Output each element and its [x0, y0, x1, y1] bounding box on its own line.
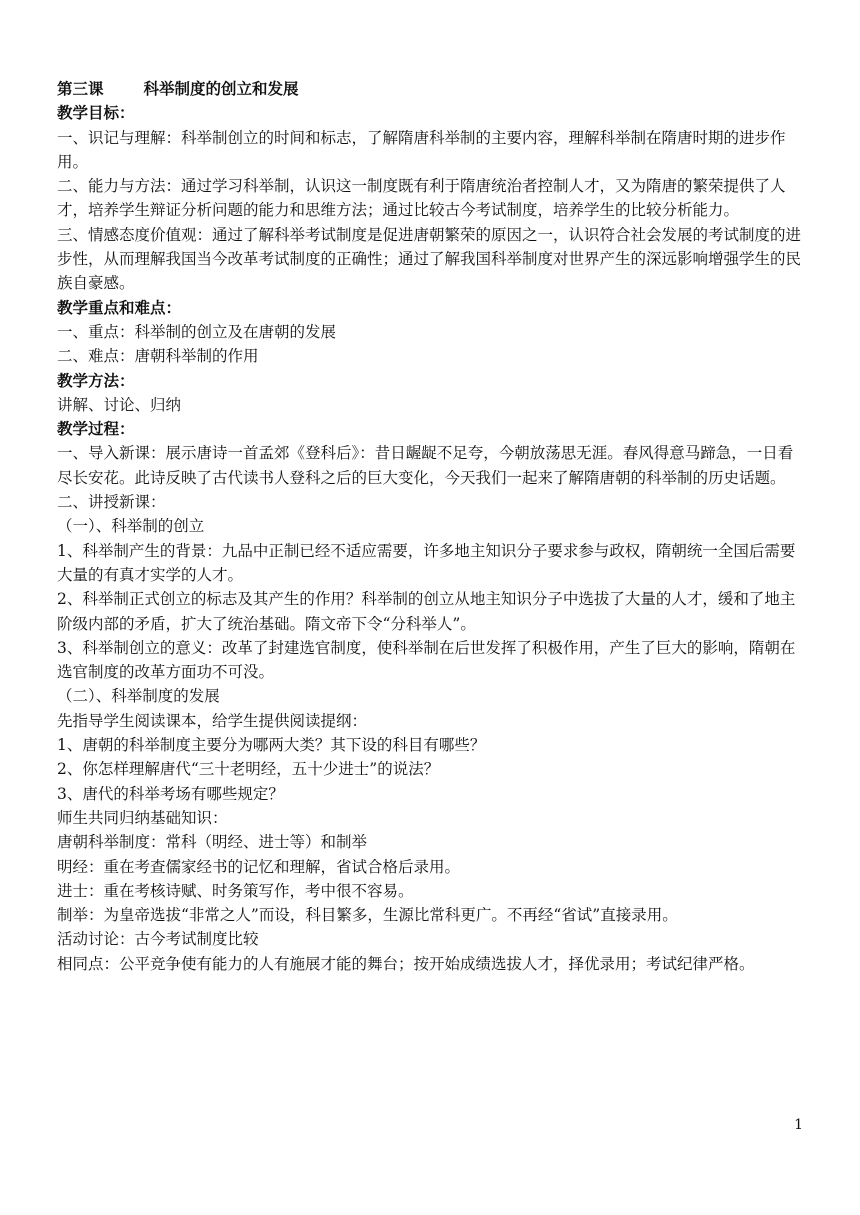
paragraph: 3、唐代的科举考场有哪些规定？ — [57, 784, 284, 803]
paragraph: 活动讨论：古今考试制度比较 — [57, 930, 259, 949]
section-heading: 教学方法： — [57, 370, 135, 390]
paragraph: 师生共同归纳基础知识： — [57, 808, 228, 827]
document-sections — [57, 101, 807, 976]
paragraph: 2、科举制正式创立的标志及其产生的作用？科举制的创立从地主知识分子中选拔了大量的人才，缓和了地主阶级内部的矛盾，扩大了统治基础。隋文帝下令“分科举人”。 — [57, 590, 796, 633]
paragraph: 唐朝科举制度：常科（明经、进士等）和制举 — [57, 833, 368, 852]
paragraph: 三、情感态度价值观：通过了解科举考试制度是促进唐朝繁荣的原因之一，认识符合社会发展的考试制度的进步性，从而理解我国当今改革考试制度的正确性；通过了解我国科举制度对世界产生的深远影响增强学生的民族自豪感。 — [57, 225, 802, 293]
paragraph: 二、难点：唐朝科举制的作用 — [57, 347, 259, 366]
paragraph: （二）、科举制度的发展 — [57, 687, 220, 706]
paragraph: 明经：重在考查儒家经书的记忆和理解，省试合格后录用。 — [57, 857, 461, 876]
section-heading: 教学重点和难点： — [57, 297, 182, 317]
paragraph: 一、重点：科举制的创立及在唐朝的发展 — [57, 322, 337, 341]
lesson-title — [57, 77, 807, 101]
paragraph: 一、识记与理解：科举制创立的时间和标志，了解隋唐科举制的主要内容，理解科举制在隋唐时期的进步作用。 — [57, 128, 786, 171]
paragraph: 2、你怎样理解唐代“三十老明经，五十少进士”的说法？ — [57, 760, 440, 779]
paragraph: 二、讲授新课： — [57, 493, 166, 512]
lesson-number: 第三课 — [57, 79, 104, 98]
section-heading: 教学目标： — [57, 103, 135, 123]
paragraph: 二、能力与方法：通过学习科举制，认识这一制度既有利于隋唐统治者控制人才，又为隋唐的繁荣提供了人才，培养学生辩证分析问题的能力和思维方法；通过比较古今考试制度，培养学生的比较分析能力。 — [57, 177, 786, 220]
paragraph: 制举：为皇帝选拔“非常之人”而设，科目繁多，生源比常科更广。不再经“省试”直接录用。 — [57, 906, 678, 925]
document-body — [57, 77, 807, 976]
lesson-name: 科举制度的创立和发展 — [143, 79, 299, 98]
paragraph: 1、唐朝的科举制度主要分为哪两大类？其下设的科目有哪些？ — [57, 736, 486, 755]
paragraph: 进士：重在考核诗赋、时务策写作，考中很不容易。 — [57, 881, 414, 900]
paragraph: 1、科举制产生的背景：九品中正制已经不适应需要，许多地主知识分子要求参与政权，隋朝统一全国后需要大量的有真才实学的人才。 — [57, 541, 796, 584]
section-heading: 教学过程： — [57, 419, 135, 439]
paragraph: 讲解、讨论、归纳 — [57, 395, 182, 414]
paragraph: 3、科举制创立的意义：改革了封建选官制度，使科举制在后世发挥了积极作用，产生了巨大的影响，隋朝在选官制度的改革方面功不可没。 — [57, 638, 796, 682]
paragraph: 先指导学生阅读课本，给学生提供阅读提纲： — [57, 711, 368, 730]
paragraph: 相同点：公平竞争使有能力的人有施展才能的舞台；按开始成绩选拔人才，择优录用；考试纪律严格。 — [57, 954, 755, 973]
page-number: 1 — [794, 1117, 803, 1133]
paragraph: （一）、科举制的创立 — [57, 517, 205, 536]
paragraph: 一、导入新课：展示唐诗一首孟郊《登科后》：昔日龌龊不足夸，今朝放荡思无涯。春风得意马蹄急，一日看尽长安花。此诗反映了古代读书人登科之后的巨大变化，今天我们一起来了解隋唐朝的科举制的历史话题。 — [57, 444, 794, 487]
